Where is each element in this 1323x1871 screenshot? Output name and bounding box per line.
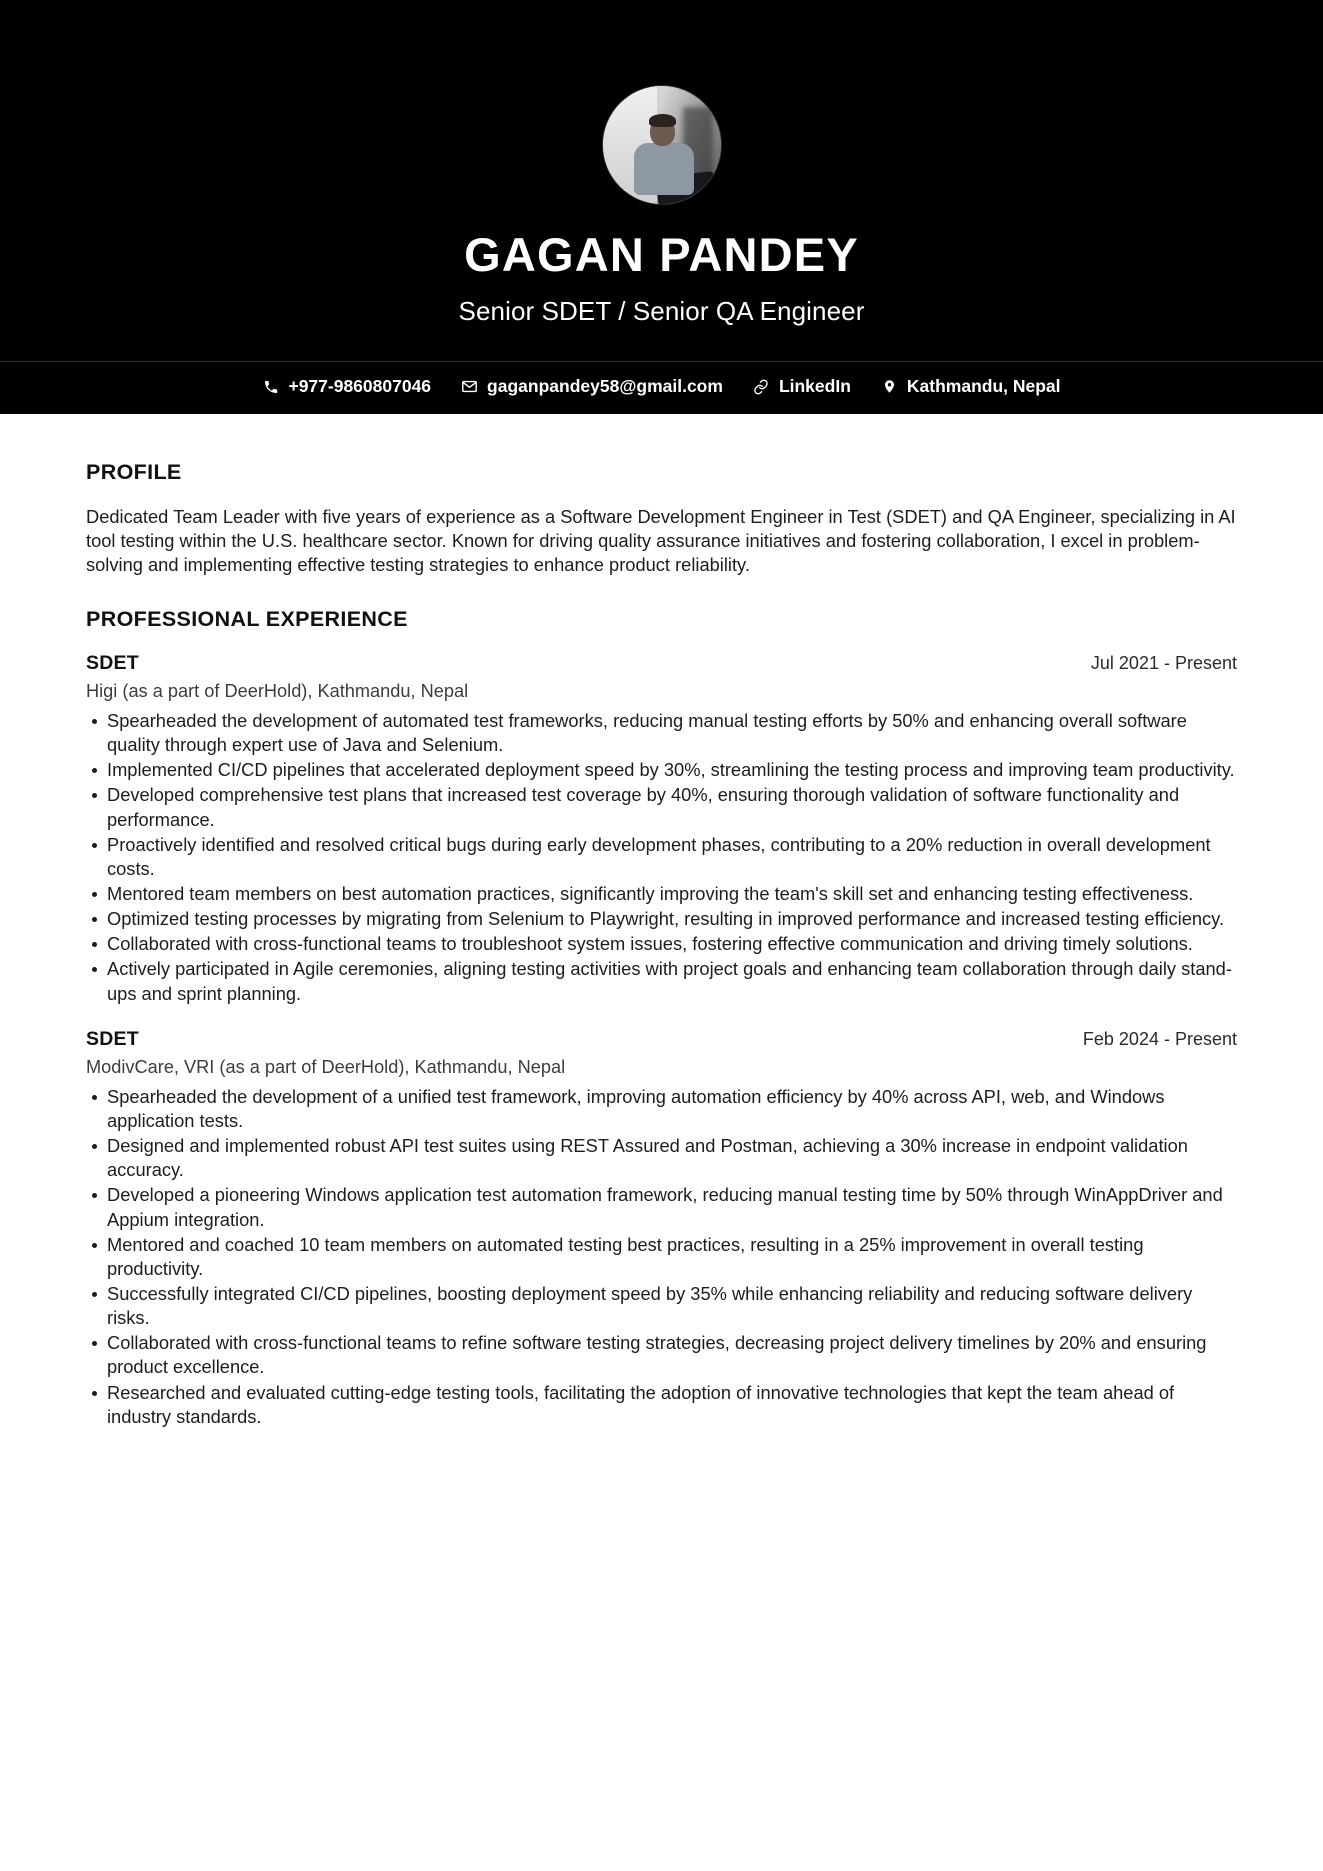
job-bullet: Implemented CI/CD pipelines that accelerated deployment speed by 30%, streamlining the testing process and improving team productivity. <box>86 758 1237 782</box>
job-bullet: Designed and implemented robust API test suites using REST Assured and Postman, achieving a 30% increase in endpoint validation accuracy. <box>86 1134 1237 1182</box>
contact-phone[interactable] <box>262 378 431 396</box>
experience-entry-header <box>86 1028 1237 1051</box>
profile-summary-text: Dedicated Team Leader with five years of experience as a Software Development Engineer in Test (SDET) and QA Engineer, specializing in AI tool testing within the U.S. healthcare sector. Known for driving quality assurance initiatives and fostering collaboration, I excel in problem-solving and implementing effective testing strategies to enhance product reliability. <box>86 505 1236 575</box>
contact-email[interactable] <box>461 378 723 396</box>
page-title: GAGAN PANDEY <box>464 228 859 281</box>
job-bullet: Successfully integrated CI/CD pipelines, boosting deployment speed by 35% while enhancing reliability and reducing software delivery risks. <box>86 1282 1237 1330</box>
job-bullet: Actively participated in Agile ceremonies, aligning testing activities with project goals and enhancing team collaboration through daily stand-ups and sprint planning. <box>86 957 1237 1005</box>
link-icon <box>753 378 770 395</box>
professional-headline: Senior SDET / Senior QA Engineer <box>458 295 865 326</box>
job-date-range: Jul 2021 - Present <box>1090 652 1237 673</box>
contact-bar <box>0 361 1323 414</box>
job-title: SDET <box>86 651 139 674</box>
job-bullet: Mentored team members on best automation practices, significantly improving the team's skill set and enhancing testing effectiveness. <box>86 882 1237 906</box>
page-bottom-spacer <box>86 1435 1237 1491</box>
job-date-range: Feb 2024 - Present <box>1082 1028 1237 1049</box>
resume-header <box>0 0 1323 361</box>
job-bullet: Spearheaded the development of a unified test framework, improving automation efficiency by 40% across API, web, and Windows application tests. <box>86 1085 1237 1133</box>
section-profile <box>86 460 1237 577</box>
avatar-torso <box>634 143 694 195</box>
contact-phone-label: +977-9860807046 <box>288 376 432 396</box>
job-bullet: Mentored and coached 10 team members on automated testing best practices, resulting in a 25% improvement in overall testing productivity. <box>86 1233 1237 1281</box>
contact-email-label: gaganpandey58@gmail.com <box>487 376 723 396</box>
section-professional-experience <box>86 607 1237 1429</box>
job-bullet: Developed a pioneering Windows application test automation framework, reducing manual testing time by 50% through WinAppDriver and Appium integration. <box>86 1183 1237 1231</box>
experience-entry-header <box>86 652 1237 675</box>
job-bullet-list <box>86 709 1237 1006</box>
job-title: SDET <box>86 1027 139 1050</box>
contact-linkedin[interactable] <box>753 378 851 396</box>
contact-location[interactable] <box>881 378 1061 396</box>
job-organization: Higi (as a part of DeerHold), Kathmandu, Nepal <box>86 681 469 702</box>
experience-entry <box>86 652 1237 1006</box>
job-bullet: Collaborated with cross-functional teams to refine software testing strategies, decreasing project delivery timelines by 20% and ensuring product excellence. <box>86 1331 1237 1379</box>
experience-entry <box>86 1028 1237 1429</box>
job-bullet: Spearheaded the development of automated test frameworks, reducing manual testing efforts by 50% and enhancing overall software quality through expert use of Java and Selenium. <box>86 709 1237 757</box>
phone-icon <box>262 378 279 395</box>
contact-location-label: Kathmandu, Nepal <box>906 376 1061 396</box>
job-organization: ModivCare, VRI (as a part of DeerHold), Kathmandu, Nepal <box>86 1057 566 1078</box>
avatar <box>603 86 721 204</box>
job-bullet: Developed comprehensive test plans that increased test coverage by 40%, ensuring thorough validation of software functionality and performance. <box>86 783 1237 831</box>
location-pin-icon <box>881 378 898 395</box>
profile-section-title: PROFILE <box>86 459 182 484</box>
experience-section-title: PROFESSIONAL EXPERIENCE <box>86 606 408 631</box>
resume-body <box>0 414 1323 1871</box>
contact-linkedin-label: LinkedIn <box>778 376 851 396</box>
job-bullet-list <box>86 1085 1237 1429</box>
job-bullet: Proactively identified and resolved critical bugs during early development phases, contributing to a 20% reduction in overall development costs. <box>86 833 1237 881</box>
job-bullet: Collaborated with cross-functional teams to troubleshoot system issues, fostering effective communication and driving timely solutions. <box>86 932 1237 956</box>
email-icon <box>461 378 478 395</box>
avatar-hair <box>649 114 676 127</box>
job-bullet: Researched and evaluated cutting-edge testing tools, facilitating the adoption of innovative technologies that kept the team ahead of industry standards. <box>86 1381 1237 1429</box>
job-bullet: Optimized testing processes by migrating from Selenium to Playwright, resulting in improved performance and increased testing efficiency. <box>86 907 1237 931</box>
